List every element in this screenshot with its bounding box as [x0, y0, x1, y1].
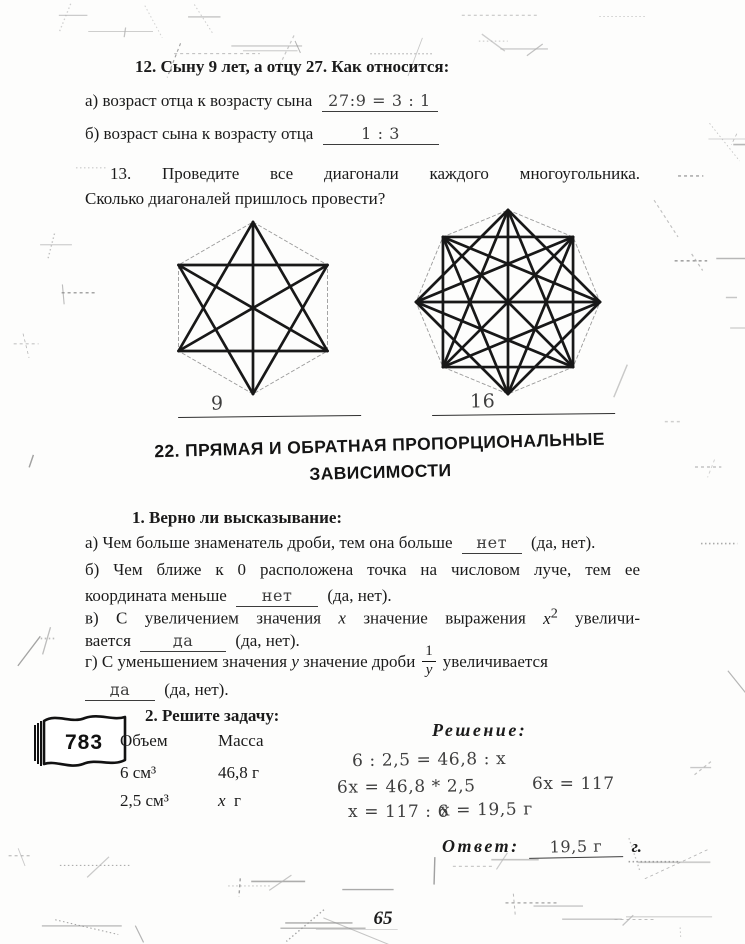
answer-label: Ответ: — [442, 836, 520, 856]
hexagon-diagonals-figure — [163, 212, 343, 404]
problem-1-item-g-line1 — [85, 643, 645, 681]
problem-12-item-b — [85, 123, 444, 146]
solution-line-1: 6 : 2,5 = 46,8 : x — [351, 748, 507, 772]
solution-line-2a: 6x = 46,8 * 2,5 — [336, 776, 476, 798]
problem-1a-text: а) Чем больше знаменатель дроби, тем она больше — [85, 533, 453, 552]
problem-1g-text1: г) С уменьшением значения — [85, 652, 292, 672]
solution-line-3b: x = 19,5 г — [439, 799, 533, 821]
table-cell-mass-1: 46,8 г — [218, 762, 259, 782]
answer-blank-1a: нет — [462, 535, 522, 554]
solution-line-3a: x = 117 : 6 — [348, 802, 450, 822]
problem-1-item-b-line1: б) Чем ближе к 0 расположена точка на числовом луче, тем ее — [85, 560, 640, 579]
exercise-number: 783 — [64, 731, 104, 754]
problem-1v-text4: вается — [85, 631, 131, 650]
problem-1-item-g-line2 — [85, 679, 229, 702]
answer-row — [442, 836, 642, 859]
section-22-heading-line1: 22. ПРЯМАЯ И ОБРАТНАЯ ПРОПОРЦИОНАЛЬНЫЕ — [154, 428, 606, 462]
answer-blank-1g: да — [85, 682, 155, 701]
table-header-volume: Объем — [120, 731, 168, 750]
problem-1-title: 1. Верно ли высказывание: — [132, 508, 343, 527]
problem-1a-options: (да, нет). — [531, 533, 596, 552]
solution-line-2b: 6x = 117 — [532, 774, 615, 794]
page-number: 65 — [373, 908, 393, 929]
problem-2-title — [145, 705, 279, 728]
hexagon-figure-canvas — [163, 212, 343, 404]
problem-12-item-a — [85, 90, 443, 113]
problem-1g-options: (да, нет). — [164, 680, 229, 699]
problem-12-label-a: а) возраст отца к возрасту сына — [85, 91, 313, 110]
problem-13-line1: 13. Проведите все диагонали каждого многоугольника. — [110, 164, 640, 183]
problem-12-label-b: б) возраст сына к возрасту отца — [85, 124, 314, 143]
problem-1g-text3: увеличивается — [442, 652, 548, 672]
answer-blank-12a: 27:9 = 3 : 1 — [322, 93, 438, 112]
problem-1g-text2: значение дроби — [298, 652, 416, 672]
octagon-figure-canvas — [412, 206, 604, 398]
answer-blank-final: 19,5 г — [528, 838, 622, 859]
problem-1v-text2: значение выражения — [345, 608, 544, 628]
mass-unit: г — [234, 791, 242, 811]
problem-12-title: 12. Сыну 9 лет, а отцу 27. Как относится: — [135, 57, 450, 76]
problem-1-item-a — [85, 532, 595, 555]
solution-label: Решение: — [432, 720, 528, 740]
problem-2-title-text: 2. Решите задачу: — [145, 706, 280, 725]
table-header-mass: Масса — [218, 731, 264, 750]
variable-x-squared: $x^2$ — [543, 605, 558, 628]
answer-blank-12b: 1 : 3 — [323, 126, 439, 145]
table-cell-vol-2: 2,5 см³ — [120, 791, 169, 811]
answer-blank-1b: нет — [236, 588, 318, 607]
answer-blank-hexagon: 9 — [178, 391, 361, 418]
exercise-number-book-badge — [31, 708, 129, 772]
section-22-heading-line2: ЗАВИСИМОСТИ — [309, 460, 452, 485]
answer-unit: г. — [631, 837, 642, 856]
problem-1v-options: (да, нет). — [235, 631, 300, 650]
variable-y: y — [291, 652, 299, 672]
answer-blank-octagon: 16 — [432, 389, 615, 416]
variable-x: x — [338, 608, 346, 628]
problem-1b-options: (да, нет). — [327, 586, 392, 605]
table-cell-vol-1: 6 см³ — [120, 762, 157, 782]
fraction-1-over-y: $\frac{1}{y}$ — [422, 644, 436, 679]
table-cell-mass-2 — [218, 789, 328, 814]
variable-x-mass: x — [218, 791, 226, 811]
problem-2-table — [120, 729, 328, 814]
problem-1v-text1: в) С увеличением значения — [85, 608, 339, 628]
problem-1v-text3: увеличи- — [557, 608, 641, 628]
problem-13-line2: Сколько диагоналей пришлось провести? — [85, 189, 386, 208]
answer-blank-1v: да — [140, 633, 226, 652]
octagon-diagonals-figure — [412, 206, 604, 398]
problem-1b-text2: координата меньше — [85, 586, 227, 605]
problem-1-item-v-line1 — [85, 604, 640, 631]
